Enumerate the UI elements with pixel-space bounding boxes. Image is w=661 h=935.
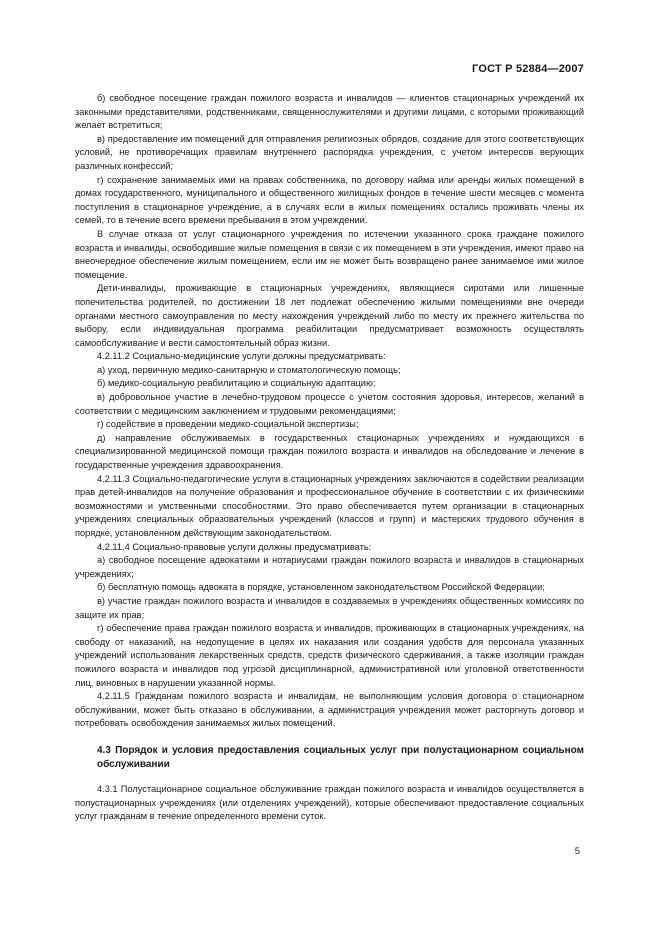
paragraph: 4.2.11.3 Социально-педагогические услуги в стационарных учреждениях заключаются в содействии реализации прав детей-инвалидов на получение образования и профессиональное обучение в соответствии с их физическими возможностями и умственными способностями. Это право обеспечивается путем организации в стационарных учреждениях специальных образовательных учреждений (классов и групп) и мастерских трудового обучения в порядке, установленном действующим законодательством. [75,473,584,538]
paragraph: Дети-инвалиды, проживающие в стационарных учреждениях, являющиеся сиротами или лишенные попечительства родителей, по достижении 18 лет подлежат обеспечению жилыми помещениями вне очереди органами местного самоуправления по месту нахождения учреждений либо по месту их прежнего жительства по выбору, если индивидуальная программа реабилитации предусматривает возможность осуществлять самообслуживание и вести самостоятельный образ жизни. [75,283,584,348]
paragraph: д) направление обслуживаемых в государственных стационарных учреждениях и нуждающихся в специализированной медицинской помощи граждан пожилого возраста и инвалидов на обследование и лечение в государственные учреждения здравоохранения. [75,432,584,471]
paragraph: 4.2.11.5 Гражданам пожилого возраста и инвалидам, не выполняющим условия договора о стационарном обслуживании, может быть отказано в обслуживании, а администрация учреждения может расторгнуть договор и потребовать освобождения занимаемых жилых помещений. [75,691,584,729]
paragraph: В случае отказа от услуг стационарного учреждения по истечении указанного срока граждане пожилого возраста и инвалиды, освободившие жилые помещения в связи с их помещением в эти учреждения, имеют право на внеочередное обеспечение жилым помещением, если им не может быть возвращено ранее занимаемое ими жилое помещение. [75,228,584,280]
section-heading: 4.3 Порядок и условия предоставления социальных услуг при полустационарном социальном обслуживании [97,744,584,770]
paragraph: г) содействие в проведении медико-социальной экспертизы; [97,419,359,430]
paragraph: б) бесплатную помощь адвоката в порядке, установленном законодательством Российской Федерации; [97,582,545,593]
paragraph: б) медико-социальную реабилитацию и социальную адаптацию; [97,378,376,389]
paragraph: г) обеспечение права граждан пожилого возраста и инвалидов, проживающих в стационарных учреждениях, на свободу от наказаний, на недопущение в целях их наказания или создания удобств для персонала указанных учреждений использования лекарственных средств, средств физического сдерживания, а также изоляции граждан пожилого возраста и инвалидов под угрозой дисциплинарной, административной или уголовной ответственности лиц, виновных в нарушении указанной нормы. [75,623,584,688]
paragraph: б) свободное посещение граждан пожилого возраста и инвалидов — клиентов стационарных учреждений их законными представителями, родственниками, священнослужителями и другими лицами, с которыми проживающий желает встретиться; [75,93,584,131]
page-number: 5 [574,846,580,857]
paragraph: а) уход, первичную медико-санитарную и стоматологическую помощь; [97,364,401,375]
paragraph: а) свободное посещение адвокатами и нотариусами граждан пожилого возраста и инвалидов в стационарных учреждениях; [75,555,584,579]
paragraph: в) участие граждан пожилого возраста и инвалидов в создаваемых в учреждениях общественных комиссиях по защите их прав; [75,595,584,620]
page-body [75,92,584,824]
paragraph: 4.2.11.2 Социально-медицинские услуги должны предусматривать: [97,351,386,362]
paragraph: г) сохранение занимаемых ими на правах собственника, по договору найма или аренды жилых помещений в домах государственного, муниципального и общественного жилищных фондов в течение шести месяцев с момента поступления в стационарное учреждение, а в случаях если в жилых помещениях остались проживать члены их семей, то в течение всего времени пребывания в этом учреждении. [75,174,584,226]
paragraph: в) предоставление им помещений для отправления религиозных обрядов, создание для этого соответствующих условий, не противоречащих правилам внутреннего распорядка учреждения, с учетом интересов верующих различных конфессий; [75,133,584,171]
paragraph: 4.2.11.4 Социально-правовые услуги должны предусматривать: [97,541,372,552]
document-code: ГОСТ Р 52884—2007 [472,63,584,75]
paragraph: в) добровольное участие в лечебно-трудовом процессе с учетом состояния здоровья, интересов, желаний в соответствии с медицинским заключением и трудовыми рекомендациями; [75,392,584,416]
paragraph: 4.3.1 Полустационарное социальное обслуживание граждан пожилого возраста и инвалидов осуществляется в полустационарных учреждениях (или отделениях учреждений), которые обеспечивают предоставление социальных услуг гражданам в течение определенного времени суток. [75,784,584,822]
